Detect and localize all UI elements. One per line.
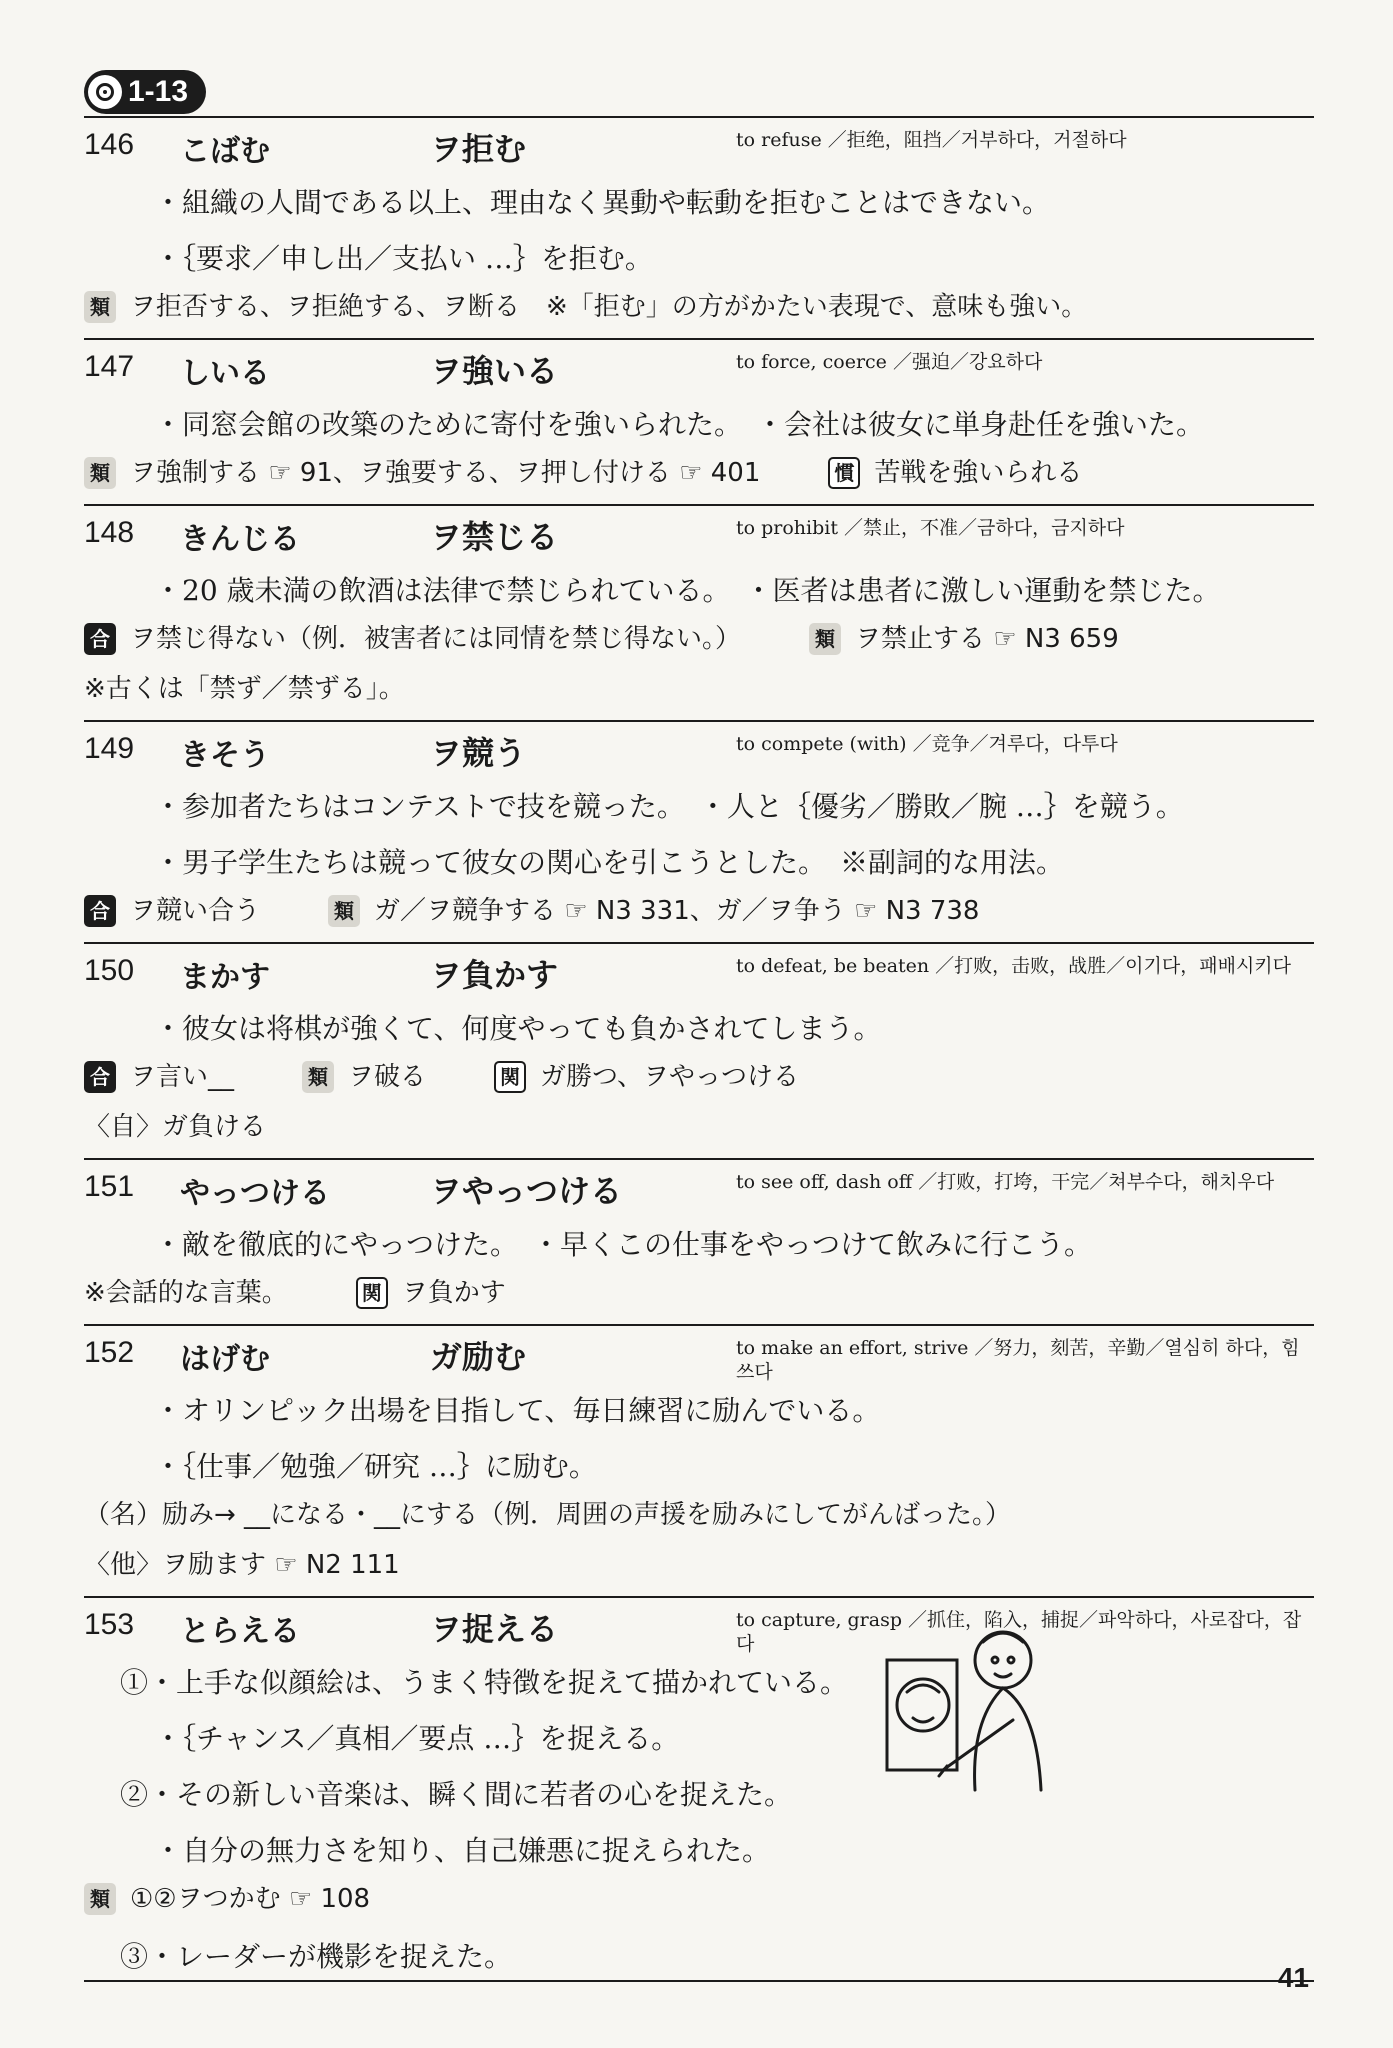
example-sentence: ・20 歳未満の飲酒は法律で禁じられている。 ・医者は患者に激しい運動を禁じた。 [154, 574, 1221, 607]
entry-number: 153 [84, 1608, 135, 1641]
note-text: ヲ負かす [401, 1278, 506, 1308]
entry-headword: ガ励む [430, 1338, 527, 1376]
entry-headword: ヲ強いる [430, 352, 559, 390]
entry-number: 149 [84, 732, 135, 765]
entry-147 [84, 338, 1314, 504]
note-text: （名）励み→ __になる・__にする（例．周囲の声援を励みにしてがんばった。） [84, 1500, 1012, 1530]
label-badge: 関 [494, 1061, 526, 1093]
audio-track-badge[interactable] [84, 70, 206, 114]
note-row [84, 1052, 1314, 1102]
entry-152 [84, 1324, 1314, 1596]
entry-meaning: to compete (with) ／竞争／겨루다，다투다 [736, 733, 1118, 755]
entry-reading: やっつける [180, 1176, 330, 1211]
entry-meaning: to make an effort, strive ／努力，刻苦，辛勤／열심히 하다，힘쓰다 [736, 1337, 1300, 1383]
entry-reading: とらえる [180, 1614, 300, 1649]
entry-headword: ヲ禁じる [430, 518, 559, 556]
label-badge: 合 [84, 1061, 116, 1093]
entry-number: 150 [84, 954, 135, 987]
note-text: ヲ拒否する、ヲ拒絶する、ヲ断る ※「拒む」の方がかたい表現で、意味も強い。 [130, 292, 1088, 322]
label-badge: 合 [84, 623, 116, 655]
example-sentence: ・男子学生たちは競って彼女の関心を引こうとした。 ※副詞的な用法。 [154, 846, 1065, 879]
entry-151 [84, 1158, 1314, 1324]
note-text: ガ勝つ、ヲやっつける [540, 1062, 799, 1092]
label-badge: 類 [809, 623, 841, 655]
label-badge: 慣 [828, 457, 860, 489]
note-row [84, 614, 1314, 664]
entry-headword: ヲ負かす [430, 956, 559, 994]
portrait-sketch-illustration [883, 1620, 1053, 1800]
example-sentence: ・｛仕事／勉強／研究 …｝に励む。 [154, 1450, 597, 1483]
label-badge: 合 [84, 895, 116, 927]
vocab-page [84, 70, 1314, 1988]
entry-reading: きそう [180, 738, 270, 773]
example-sentence: ・敵を徹底的にやっつけた。 ・早くこの仕事をやっつけて飲みに行こう。 [154, 1228, 1093, 1261]
note-row [84, 664, 1314, 714]
entry-reading: しいる [180, 356, 270, 391]
entry-header [84, 1164, 1314, 1212]
note-text: 〈自〉ガ負ける [84, 1112, 267, 1142]
label-badge: 関 [356, 1277, 388, 1309]
entry-153 [84, 1596, 1314, 1988]
note-text: ヲ強制する ☞ 91、ヲ強要する、ヲ押し付ける ☞ 401 [130, 458, 761, 488]
entry-meaning: to prohibit ／禁止，不准／금하다，금지하다 [736, 517, 1125, 539]
note-text: ※古くは「禁ず／禁ずる」。 [84, 674, 405, 704]
track-number: 1-13 [128, 75, 189, 108]
label-badge: 類 [328, 895, 360, 927]
entry-number: 147 [84, 350, 135, 383]
note-row [84, 448, 1314, 498]
example-sentence: ・同窓会館の改築のために寄付を強いられた。 ・会社は彼女に単身赴任を強いた。 [154, 408, 1205, 441]
note-row [84, 1490, 1314, 1540]
note-row [84, 886, 1314, 936]
label-badge: 類 [84, 291, 116, 323]
note-text: 〈他〉ヲ励ます ☞ N2 111 [84, 1550, 400, 1580]
example-sentence: ・参加者たちはコンテストで技を競った。 ・人と｛優劣／勝敗／腕 …｝を競う。 [154, 790, 1184, 823]
entry-148 [84, 504, 1314, 720]
note-text: ヲ禁じ得ない（例．被害者には同情を禁じ得ない。） [130, 624, 742, 654]
example-sentence: ・オリンピック出場を目指して、毎日練習に励んでいる。 [154, 1394, 881, 1427]
example-sentence: ③・レーダーが機影を捉えた。 [84, 1924, 1314, 1982]
entry-headword: ヲ捉える [430, 1610, 559, 1648]
entry-146 [84, 116, 1314, 338]
note-text: ヲ競い合う [130, 896, 261, 926]
label-badge: 類 [302, 1061, 334, 1093]
entry-meaning: to capture, grasp ／抓住，陷入，捕捉／파악하다，사로잡다，잡다 [736, 1609, 1302, 1655]
note-text: ヲ言い__ [130, 1062, 235, 1092]
example-sentence: ②・その新しい音楽は、瞬く間に若者の心を捉えた。 [120, 1778, 793, 1811]
entry-header [84, 948, 1314, 996]
entry-number: 152 [84, 1336, 135, 1369]
note-text: ヲ破る [348, 1062, 427, 1092]
label-badge: 類 [84, 1883, 116, 1915]
entry-header [84, 510, 1314, 558]
entry-headword: ヲやっつける [430, 1172, 623, 1210]
entry-list [84, 116, 1314, 1988]
entry-header [84, 122, 1314, 170]
note-row [84, 1874, 1314, 1924]
note-row [84, 282, 1314, 332]
note-text: ガ／ヲ競争する ☞ N3 331、ガ／ヲ争う ☞ N3 738 [374, 896, 980, 926]
entry-number: 148 [84, 516, 135, 549]
entry-number: 146 [84, 128, 135, 161]
entry-header [84, 1602, 1314, 1655]
entry-149 [84, 720, 1314, 942]
note-row [84, 1268, 1314, 1318]
note-row [84, 1540, 1314, 1590]
entry-meaning: to see off, dash off ／打败，打垮，干完／쳐부수다，해치우다 [736, 1171, 1275, 1193]
entry-reading: はげむ [180, 1342, 270, 1377]
entry-headword: ヲ拒む [430, 130, 527, 168]
note-text: 苦戦を強いられる [874, 458, 1083, 488]
note-row [84, 1102, 1314, 1152]
label-badge: 類 [84, 457, 116, 489]
entry-meaning: to refuse ／拒绝，阻挡／거부하다，거절하다 [736, 129, 1127, 151]
example-sentence: ・自分の無力さを知り、自己嫌悪に捉えられた。 [154, 1834, 771, 1867]
example-sentence: ・彼女は将棋が強くて、何度やっても負かされてしまう。 [154, 1012, 882, 1045]
entry-number: 151 [84, 1170, 135, 1203]
example-sentence: ・｛チャンス／真相／要点 …｝を捉える。 [154, 1722, 680, 1755]
note-text: ※会話的な言葉。 [84, 1278, 288, 1308]
entry-headword: ヲ競う [430, 734, 527, 772]
entry-150 [84, 942, 1314, 1158]
note-text: ヲ禁止する ☞ N3 659 [855, 624, 1119, 654]
example-sentence: ①・上手な似顔絵は、うまく特徴を捉えて描かれている。 [120, 1666, 849, 1699]
entry-reading: まかす [180, 960, 270, 995]
entry-header [84, 344, 1314, 392]
example-sentence: ・｛要求／申し出／支払い …｝を拒む。 [154, 242, 653, 275]
entry-header [84, 1330, 1314, 1383]
cd-icon [88, 75, 122, 109]
entry-meaning: to defeat, be beaten ／打败，击败，战胜／이기다，패배시키다 [736, 955, 1292, 977]
note-text: ①②ヲつかむ ☞ 108 [130, 1884, 371, 1914]
example-sentence: ・組織の人間である以上、理由なく異動や転動を拒むことはできない。 [154, 186, 1051, 219]
entry-reading: こばむ [180, 134, 270, 169]
page-number: 41 [1277, 1962, 1309, 1993]
entry-header [84, 726, 1314, 774]
entry-reading: きんじる [180, 522, 300, 557]
entry-meaning: to force, coerce ／强迫／강요하다 [736, 351, 1043, 373]
